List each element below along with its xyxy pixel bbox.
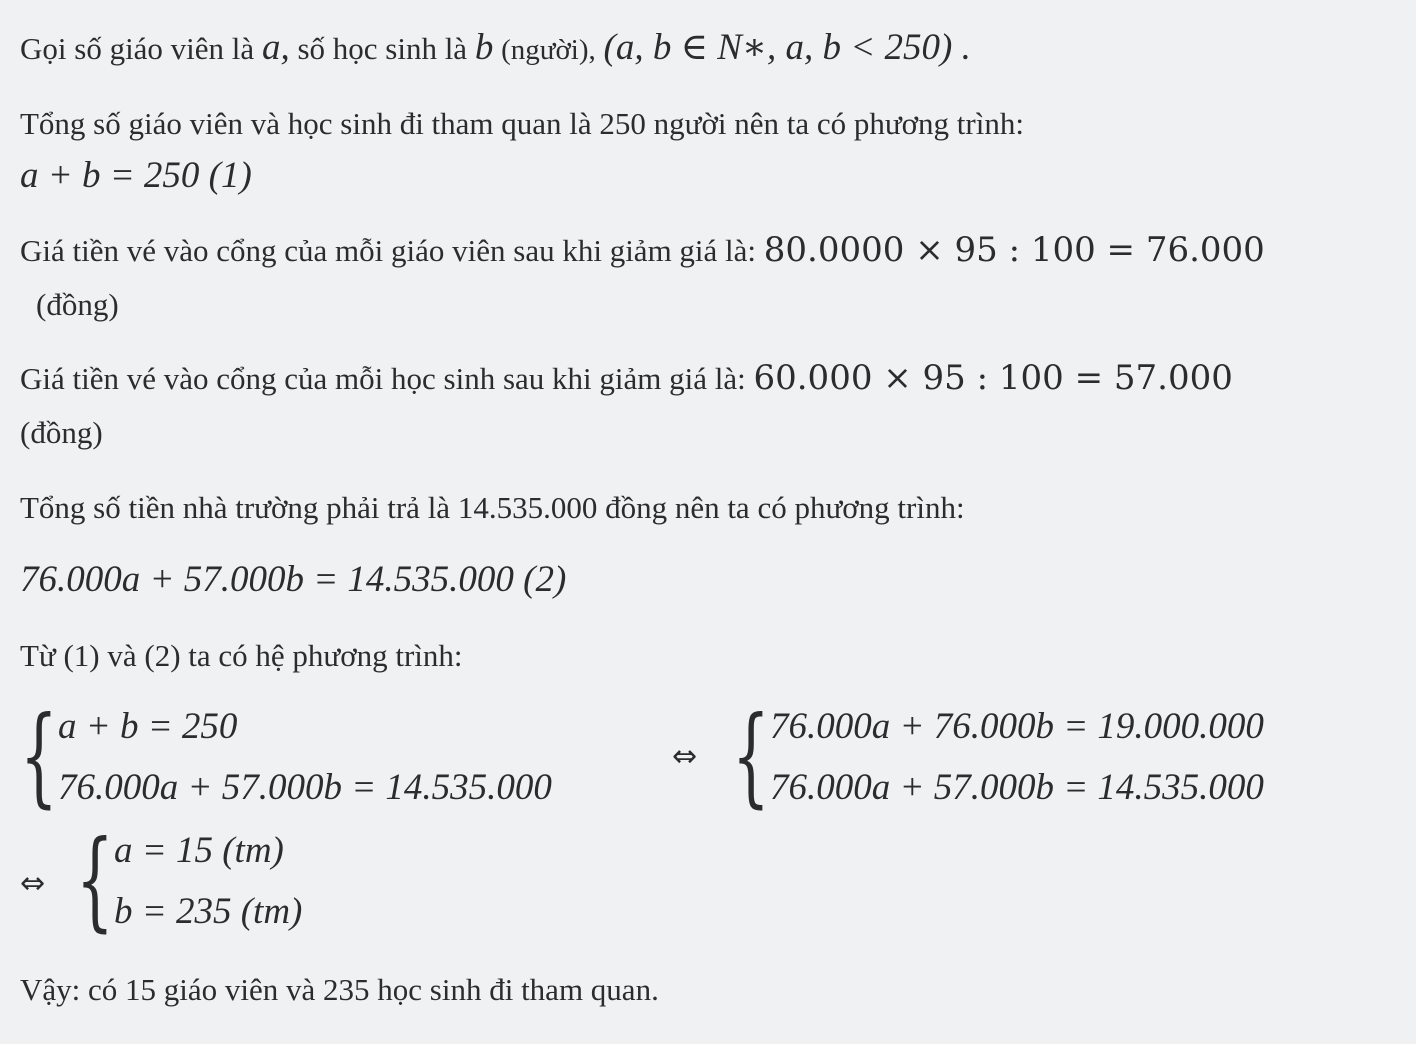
- conclusion: Vậy: có 15 giáo viên và 235 học sinh đi tham quan.: [20, 972, 659, 1007]
- define-mid-text: số học sinh là: [297, 31, 468, 66]
- system-3-row-2: b = 235 (tm): [114, 891, 303, 932]
- define-text: Gọi số giáo viên là: [20, 31, 255, 66]
- system-3-row-1: a = 15 (tm): [114, 830, 284, 871]
- equation-1: a + b = 250 (1): [20, 155, 252, 196]
- system-2: [732, 696, 1264, 818]
- line-total-money: Tổng số tiền nhà trường phải trả là 14.535.000 đồng nên ta có phương trình:: [20, 490, 965, 525]
- system-1-row-2: 76.000a + 57.000b = 14.535.000: [58, 767, 552, 808]
- system-2-row-2: 76.000a + 57.000b = 14.535.000: [770, 767, 1264, 808]
- left-brace: {: [76, 818, 114, 943]
- line-total-people: Tổng số giáo viên và học sinh đi tham quan là 250 người nên ta có phương trình:: [20, 106, 1024, 141]
- equivalence-symbol: ⇔: [672, 739, 698, 774]
- line-teacher-price: [20, 230, 1265, 271]
- left-brace: {: [20, 694, 58, 819]
- teacher-price-text: Giá tiền vé vào cổng của mỗi giáo viên sau khi giảm giá là:: [20, 233, 757, 268]
- teacher-price-math: 80.0000 × 95 : 100 = 76.000: [763, 230, 1265, 270]
- student-price-unit: (đồng): [20, 415, 103, 450]
- var-a: a,: [261, 27, 290, 68]
- line-system-intro: Từ (1) và (2) ta có hệ phương trình:: [20, 638, 463, 673]
- equivalence-symbol: ⇔: [20, 866, 46, 901]
- student-price-math: 60.000 × 95 : 100 = 57.000: [753, 358, 1233, 398]
- line-student-price: [20, 358, 1233, 399]
- var-b: b: [474, 27, 494, 68]
- system-2-row-1: 76.000a + 76.000b = 19.000.000: [770, 706, 1264, 747]
- system-1-row-1: a + b = 250: [58, 706, 238, 747]
- system-1: [20, 696, 552, 818]
- unit-people: (người),: [501, 34, 596, 66]
- left-brace: {: [732, 694, 770, 819]
- teacher-price-unit: (đồng): [36, 287, 119, 322]
- line-define-variables: [20, 28, 971, 70]
- condition-math: (a, b ∈ N∗, a, b < 250) .: [603, 27, 971, 68]
- system-3: [76, 820, 302, 942]
- solution-document: [20, 0, 1410, 1044]
- equation-2: 76.000a + 57.000b = 14.535.000 (2): [20, 559, 567, 600]
- student-price-text: Giá tiền vé vào cổng của mỗi học sinh sau khi giảm giá là:: [20, 361, 746, 396]
